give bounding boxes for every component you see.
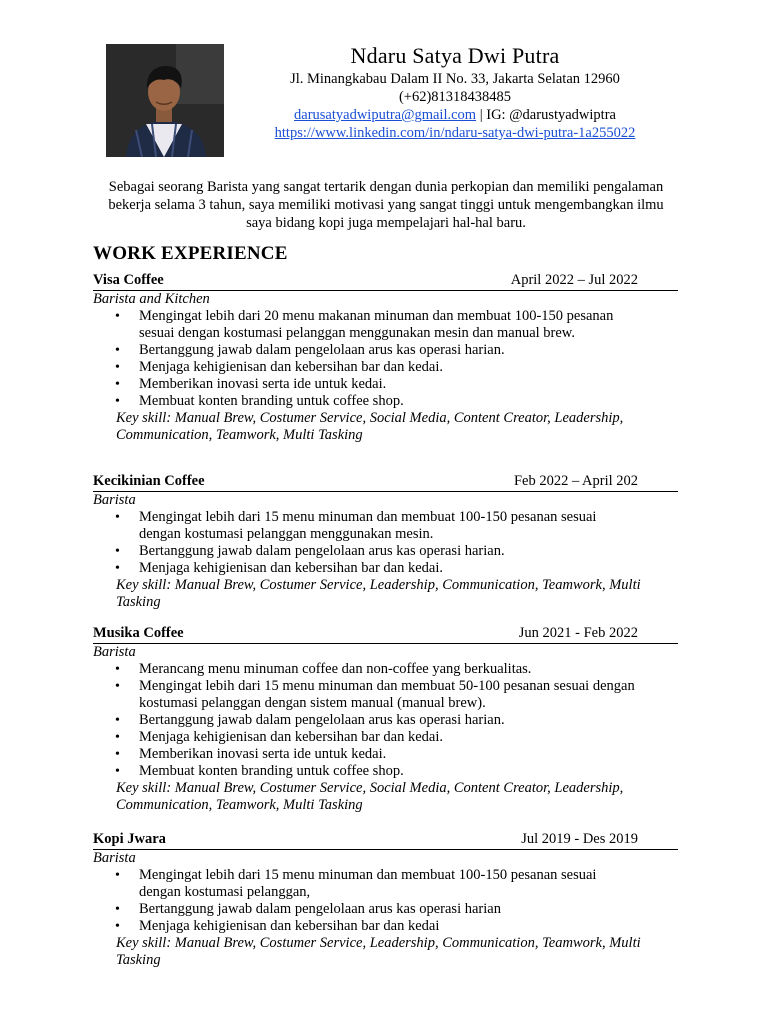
duty-item: • Bertanggung jawab dalam pengelolaan arus kas operasi harian (93, 901, 638, 918)
duty-item: • Membuat konten branding untuk coffee shop. (93, 763, 638, 780)
job-duties (93, 308, 678, 410)
profile-summary: Sebagai seorang Barista yang sangat tertarik dengan dunia perkopian dan memiliki pengalaman bekerja selama 3 tahun, saya memiliki motivasi yang sangat tinggi untuk mengembangkan ilmu saya bidang kopi juga mempelajari hal-hal baru. (108, 179, 664, 231)
instagram-handle: | IG: @darustyadwiptra (476, 107, 616, 123)
profile-photo (106, 44, 224, 157)
job-duties (93, 661, 678, 780)
duty-item: • Memberikan inovasi serta ide untuk kedai. (93, 746, 638, 763)
duty-item: • Menjaga kehigienisan dan kebersihan bar dan kedai. (93, 560, 638, 577)
job-duties (93, 867, 678, 935)
job-entry (93, 472, 678, 611)
job-header (93, 271, 678, 291)
email-link[interactable]: darusatyadwiputra@gmail.com (294, 107, 477, 123)
job-role: Barista (93, 644, 136, 660)
job-role: Barista and Kitchen (93, 291, 210, 307)
job-period: April 2022 – Jul 2022 (510, 272, 638, 288)
job-role: Barista (93, 492, 136, 508)
key-skills: Key skill: Manual Brew, Costumer Service, Social Media, Content Creator, Leadership, Communication, Teamwork, Multi Tasking (116, 780, 624, 813)
candidate-name: Ndaru Satya Dwi Putra (350, 43, 560, 68)
job-entry (93, 271, 678, 444)
duty-item: • Menjaga kehigienisan dan kebersihan bar dan kedai (93, 918, 638, 935)
job-period: Jun 2021 - Feb 2022 (518, 625, 638, 641)
duty-item: • Bertanggung jawab dalam pengelolaan arus kas operasi harian. (93, 712, 638, 729)
duty-item: • Menjaga kehigienisan dan kebersihan bar dan kedai. (93, 729, 638, 746)
job-duties (93, 509, 678, 577)
job-entry (93, 624, 678, 814)
phone-number: (+62)81318438485 (398, 89, 512, 105)
portrait-image (106, 44, 224, 157)
duty-item: • Memberikan inovasi serta ide untuk kedai. (93, 376, 638, 393)
key-skills: Key skill: Manual Brew, Costumer Service, Leadership, Communication, Teamwork, Multi Tasking (116, 935, 641, 968)
duty-item: • Membuat konten branding untuk coffee shop. (93, 393, 638, 410)
duty-item: • Bertanggung jawab dalam pengelolaan arus kas operasi harian. (93, 342, 638, 359)
company-name: Kecikinian Coffee (93, 473, 205, 489)
duty-item: • Mengingat lebih dari 15 menu minuman dan membuat 100-150 pesanan sesuai dengan kostumasi pelanggan, (93, 867, 638, 901)
linkedin-link[interactable]: https://www.linkedin.com/in/ndaru-satya-dwi-putra-1a255022 (274, 125, 636, 141)
duty-item: • Merancang menu minuman coffee dan non-coffee yang berkualitas. (93, 661, 638, 678)
duty-item: • Mengingat lebih dari 15 menu minuman dan membuat 50-100 pesanan sesuai dengan kostumasi pelanggan dengan sistem manual (manual brew). (93, 678, 638, 712)
duty-item: • Bertanggung jawab dalam pengelolaan arus kas operasi harian. (93, 543, 638, 560)
company-name: Kopi Jwara (93, 831, 166, 847)
duty-item: • Menjaga kehigienisan dan kebersihan bar dan kedai. (93, 359, 638, 376)
contact-line (230, 106, 680, 124)
company-name: Musika Coffee (93, 625, 184, 641)
job-header (93, 472, 678, 492)
resume-header (230, 42, 680, 142)
job-period: Feb 2022 – April 202 (513, 473, 638, 489)
address: Jl. Minangkabau Dalam II No. 33, Jakarta Selatan 12960 (290, 71, 620, 87)
work-experience-title: WORK EXPERIENCE (93, 243, 288, 264)
job-header (93, 624, 678, 644)
key-skills: Key skill: Manual Brew, Costumer Service, Leadership, Communication, Teamwork, Multi Tasking (116, 577, 641, 610)
job-entry (93, 830, 678, 969)
duty-item: • Mengingat lebih dari 15 menu minuman dan membuat 100-150 pesanan sesuai dengan kostumasi pelanggan menggunakan mesin. (93, 509, 638, 543)
duty-item: • Mengingat lebih dari 20 menu makanan minuman dan membuat 100-150 pesanan sesuai dengan kostumasi pelanggan menggunakan mesin dan manual brew. (93, 308, 638, 342)
job-header (93, 830, 678, 850)
job-period: Jul 2019 - Des 2019 (521, 831, 638, 847)
company-name: Visa Coffee (93, 272, 164, 288)
job-role: Barista (93, 850, 136, 866)
key-skills: Key skill: Manual Brew, Costumer Service, Social Media, Content Creator, Leadership, Communication, Teamwork, Multi Tasking (116, 410, 624, 443)
